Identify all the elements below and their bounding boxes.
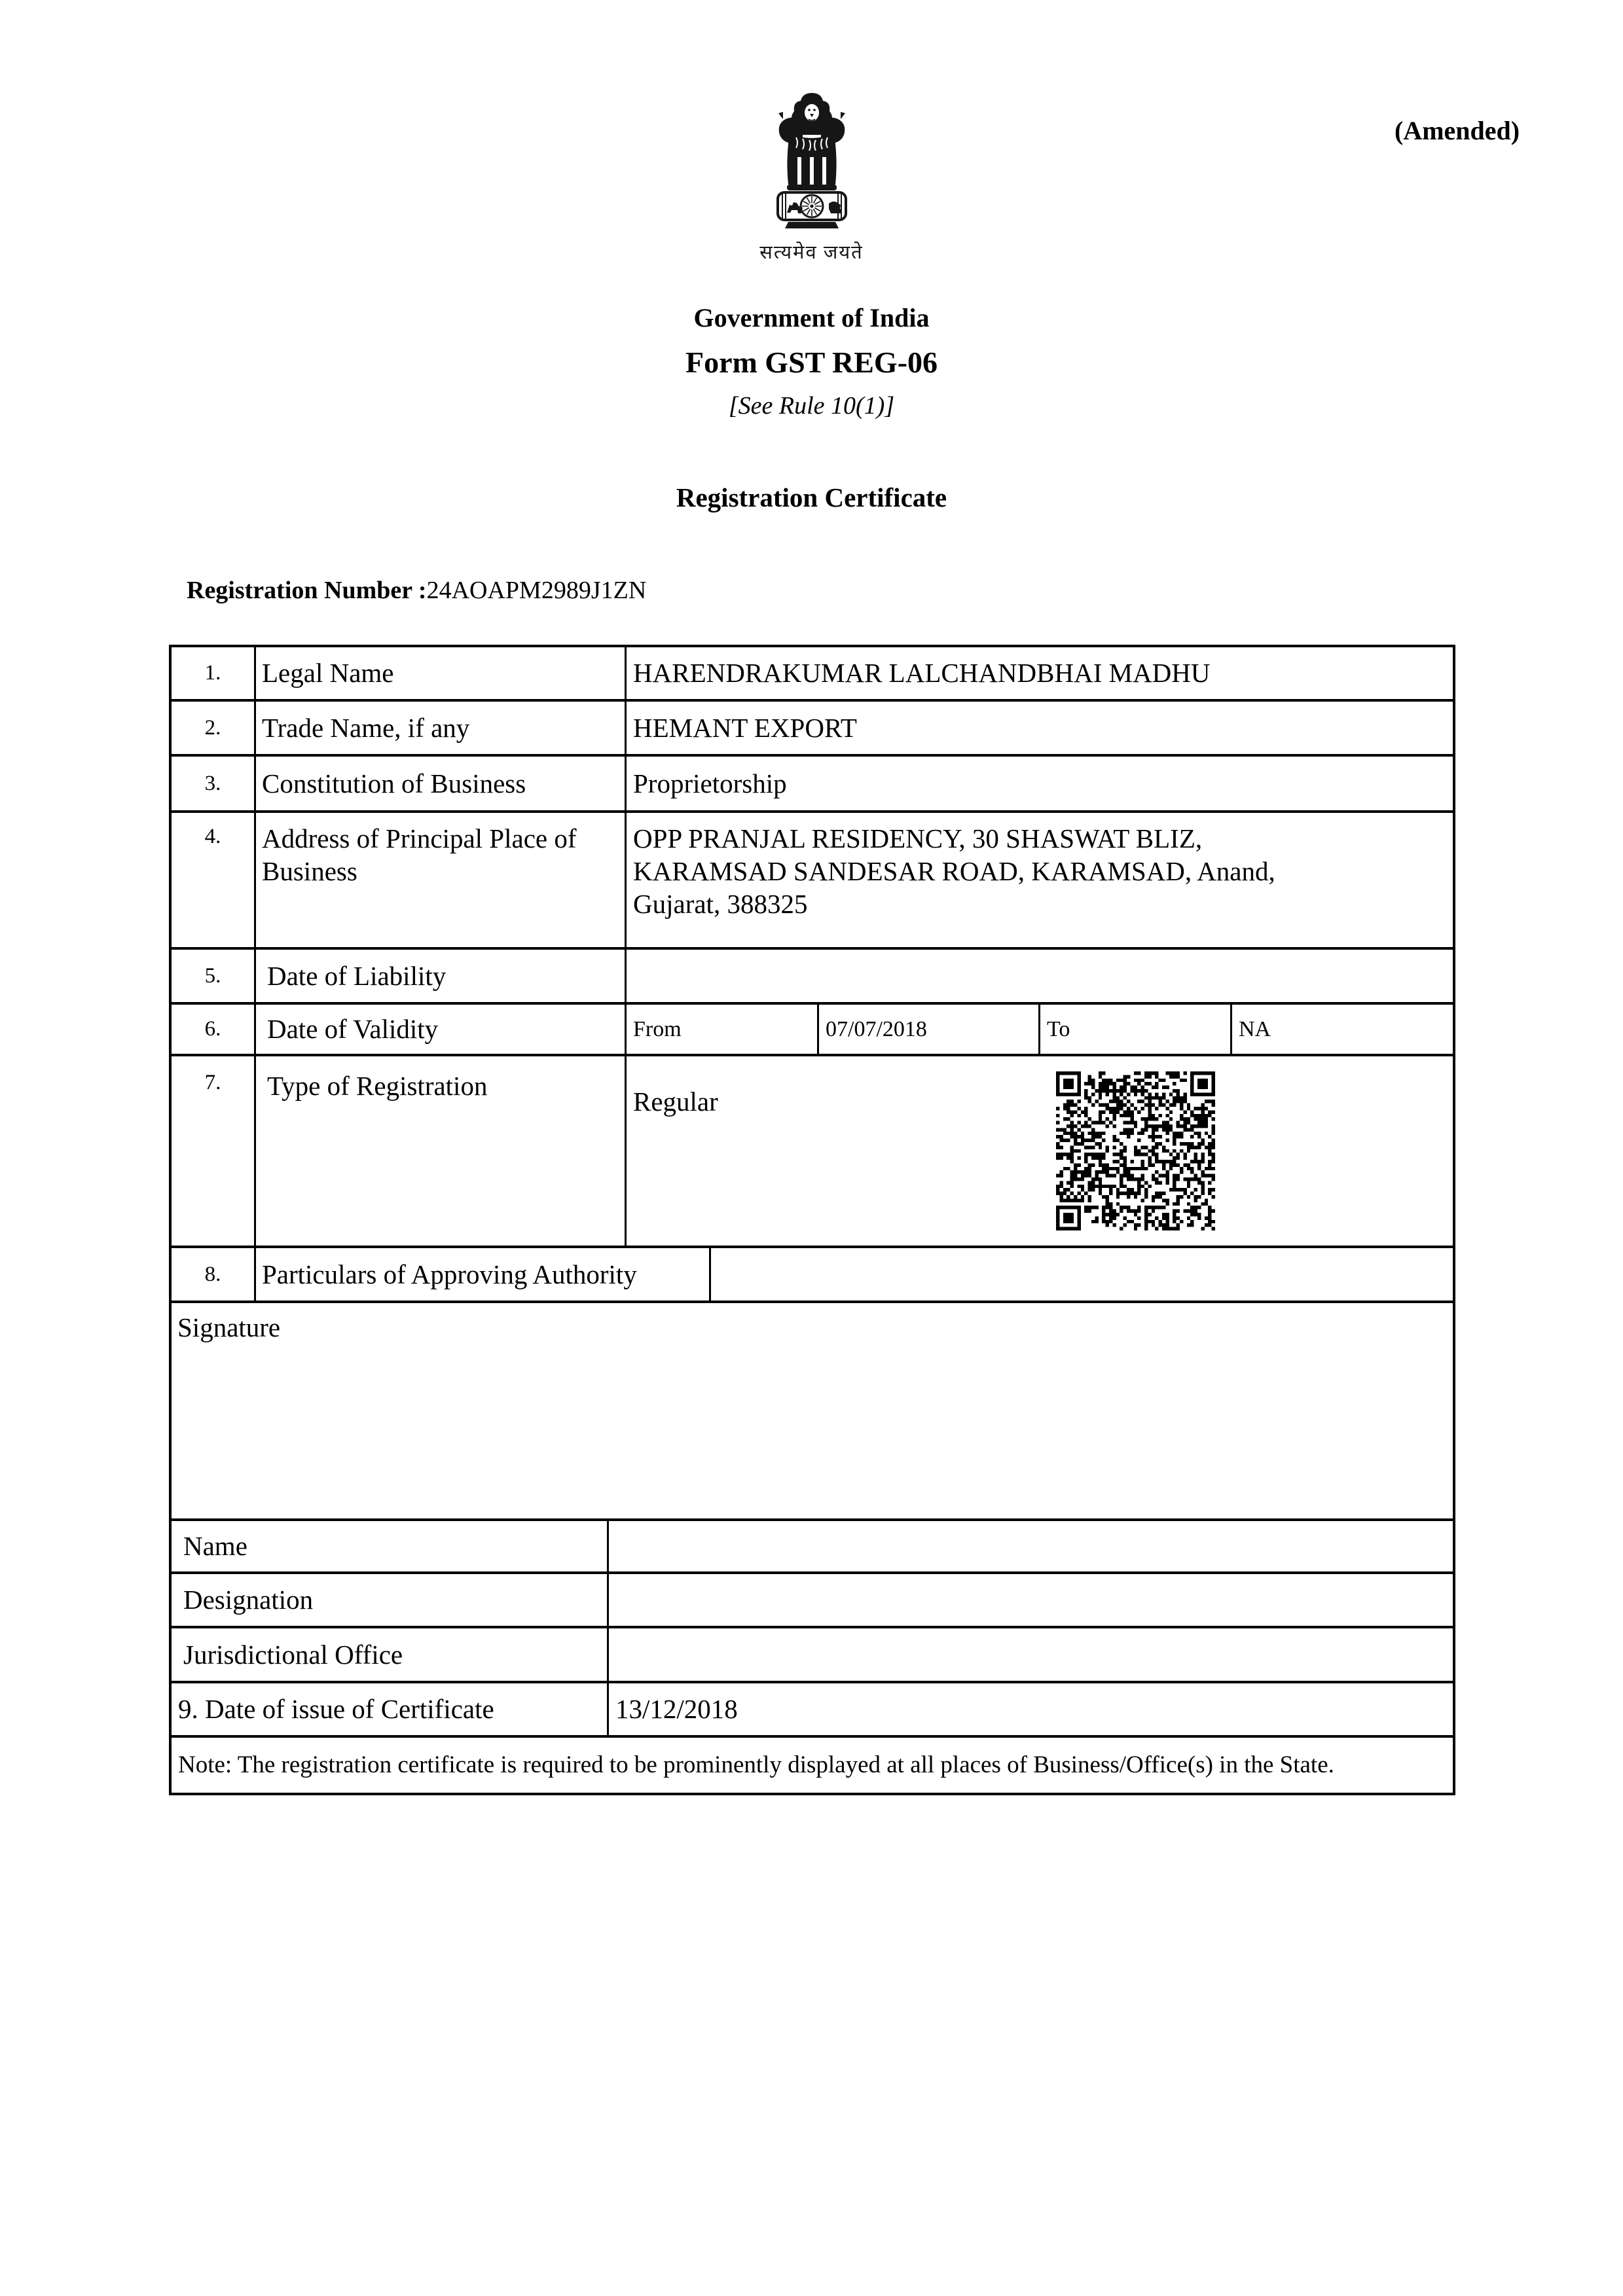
row-label: 9. Date of issue of Certificate [172, 1683, 609, 1735]
row-label: Designation [172, 1574, 609, 1626]
row-number: 2. [172, 702, 256, 754]
row-number: 5. [172, 950, 256, 1002]
document-title: Registration Certificate [676, 482, 947, 512]
row-label: Address of Principal Place of Business [256, 813, 627, 947]
signature-label: Signature [177, 1312, 281, 1342]
row-value: HEMANT EXPORT [633, 712, 857, 743]
row-value [627, 950, 1453, 1002]
row-number: 6. [172, 1005, 256, 1054]
registration-number-line [187, 576, 646, 605]
row-label: Name [172, 1521, 609, 1571]
table-row-name [172, 1521, 1453, 1574]
row-label: Trade Name, if any [256, 702, 627, 754]
row-label: Date of Validity [256, 1005, 627, 1054]
state-emblem-of-india-icon [766, 89, 858, 238]
heading-government-of-india: Government of India [693, 303, 930, 332]
table-row-designation [172, 1574, 1453, 1628]
row-label: Date of Liability [256, 950, 627, 1002]
row-value [609, 1628, 1453, 1681]
validity-from-value: 07/07/2018 [819, 1005, 1040, 1054]
row-value [609, 1574, 1453, 1626]
row-number: 3. [172, 757, 256, 810]
row-value: Proprietorship [633, 768, 787, 798]
table-row-trade-name [172, 702, 1453, 757]
table-row-address [172, 813, 1453, 950]
validity-to-value: NA [1239, 1016, 1271, 1041]
validity-to-label: To [1040, 1005, 1232, 1054]
row-label: Jurisdictional Office [172, 1628, 609, 1681]
table-row-date-of-validity [172, 1005, 1453, 1056]
table-row-legal-name [172, 647, 1453, 702]
row-number: 4. [172, 813, 256, 947]
table-row-date-of-liability [172, 950, 1453, 1005]
row-value: Regular [633, 1086, 718, 1117]
row-value: 13/12/2018 [615, 1694, 738, 1725]
table-row-date-of-issue [172, 1683, 1453, 1738]
amended-tag: (Amended) [1395, 116, 1520, 145]
row-value [609, 1521, 1453, 1571]
note-text: Note: The registration certificate is required to be prominently displayed at all places of Business/Office(s) in the State. [178, 1751, 1334, 1779]
table-row-note [172, 1738, 1453, 1793]
table-row-jurisdictional-office [172, 1628, 1453, 1683]
table-row-approving-authority [172, 1248, 1453, 1303]
registration-number-value: 24AOAPM2989J1ZN [426, 577, 647, 604]
table-row-type-of-registration [172, 1056, 1453, 1248]
heading-see-rule: [See Rule 10(1)] [728, 392, 895, 420]
table-row-constitution [172, 757, 1453, 813]
emblem-block [0, 89, 1623, 264]
certificate-table [169, 645, 1455, 1795]
row-value: OPP PRANJAL RESIDENCY, 30 SHASWAT BLIZ, KARAMSAD SANDESAR ROAD, KARAMSAD, Anand, Gujarat, 388325 [633, 823, 1275, 920]
row-label: Constitution of Business [256, 757, 627, 810]
row-number: 7. [172, 1056, 256, 1246]
row-label: Particulars of Approving Authority [256, 1248, 711, 1300]
row-label: Type of Registration [256, 1056, 627, 1246]
registration-number-label: Registration Number : [187, 577, 427, 604]
emblem-motto: सत्यमेव जयते [759, 242, 864, 263]
row-value: HARENDRAKUMAR LALCHANDBHAI MADHU [633, 658, 1211, 689]
row-number: 8. [172, 1248, 256, 1300]
row-value [711, 1248, 1453, 1300]
validity-from-label: From [627, 1005, 819, 1054]
qr-code [1056, 1071, 1215, 1230]
heading-form-gst-reg-06: Form GST REG-06 [685, 346, 938, 379]
row-label: Legal Name [256, 647, 627, 699]
row-number: 1. [172, 647, 256, 699]
table-row-signature [172, 1303, 1453, 1521]
